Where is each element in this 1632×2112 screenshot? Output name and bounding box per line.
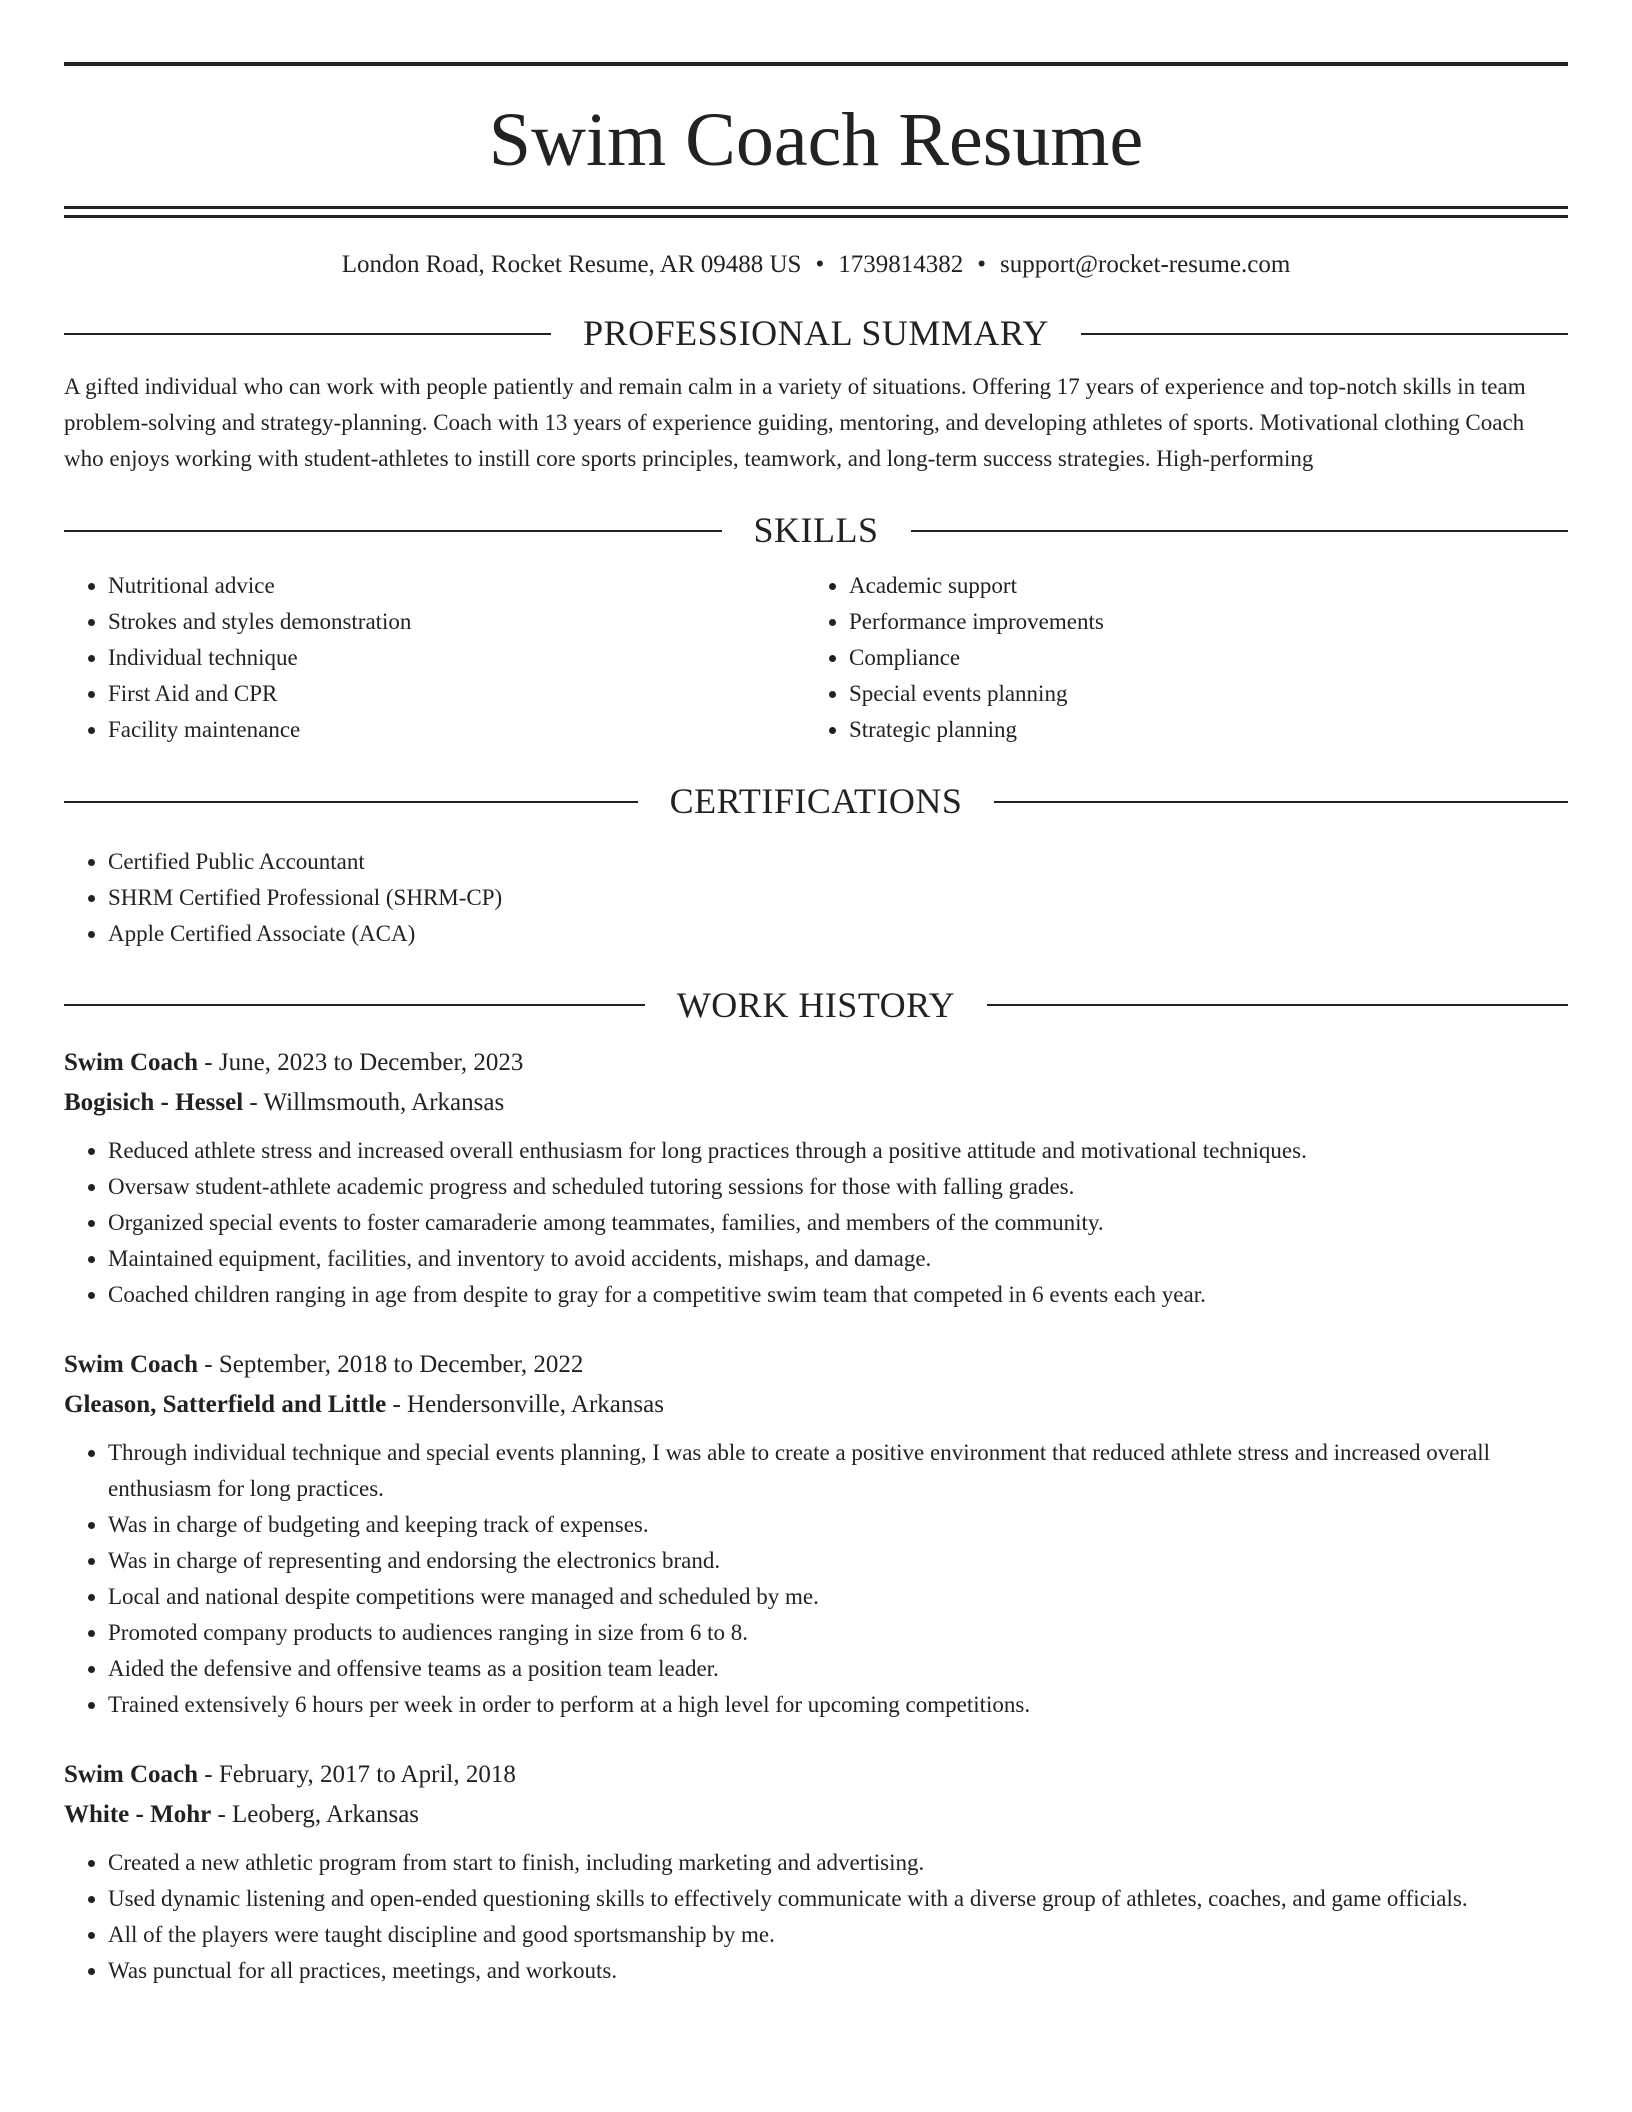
job-bullet: • Used dynamic listening and open-ended questioning skills to effectively communicate with a diverse group of athletes, coaches, and game officials. (108, 1881, 1568, 1917)
job-bullet: • Was in charge of budgeting and keeping track of expenses. (108, 1507, 1568, 1543)
job-company-line (64, 1083, 1568, 1123)
skill-item: • Compliance (849, 640, 1546, 676)
job-title-line (64, 1755, 1568, 1795)
job-bullet: • Promoted company products to audiences ranging in size from 6 to 8. (108, 1615, 1568, 1651)
job-company: Bogisich - Hessel (64, 1088, 244, 1116)
skill-item: • Performance improvements (849, 604, 1546, 640)
job-title-line (64, 1043, 1568, 1083)
certifications-heading (64, 780, 1568, 823)
job-dates: - September, 2018 to December, 2022 (198, 1350, 584, 1378)
job-bullet: • Organized special events to foster camaraderie among teammates, families, and members of the community. (108, 1205, 1568, 1241)
summary-heading-label: PROFESSIONAL SUMMARY (583, 313, 1049, 353)
job-company: White - Mohr (64, 1800, 212, 1828)
job-bullet: • Was in charge of representing and endorsing the electronics brand. (108, 1543, 1568, 1579)
skill-item: • Individual technique (108, 640, 805, 676)
heading-rule-right (994, 801, 1568, 803)
certifications-list (64, 844, 1568, 952)
job-company-line (64, 1795, 1568, 1835)
job-bullet: • Created a new athletic program from start to finish, including marketing and advertising. (108, 1845, 1568, 1881)
summary-text: A gifted individual who can work with people patiently and remain calm in a variety of situations. Offering 17 years of experience and top-notch skills in team problem-solving and strategy-planning. Coach with 13 years of experience guiding, mentoring, and developing athletes of sports. Motivational clothing Coach who enjoys working with student-athletes to instill core sports principles, teamwork, and long-term success strategies. High-performing (64, 374, 1526, 472)
skill-item: • Nutritional advice (108, 568, 805, 604)
contact-phone: 1739814382 (838, 251, 964, 278)
heading-rule-left (64, 530, 722, 532)
heading-rule-right (1081, 333, 1568, 335)
skill-item: • First Aid and CPR (108, 676, 805, 712)
skills-column-left (64, 568, 805, 748)
certifications-heading-label: CERTIFICATIONS (669, 781, 963, 822)
job-bullet: • Was punctual for all practices, meetings, and workouts. (108, 1953, 1568, 1989)
contact-email: support@rocket-resume.com (999, 251, 1291, 278)
job-bullet: • Maintained equipment, facilities, and inventory to avoid accidents, mishaps, and damage. (108, 1241, 1568, 1277)
resume-title: Swim Coach Resume (488, 98, 1144, 182)
job-company: Gleason, Satterfield and Little (64, 1390, 387, 1418)
job-company-line (64, 1385, 1568, 1425)
heading-rule-left (64, 1004, 645, 1006)
heading-rule-left (64, 333, 551, 335)
job-entry (64, 1043, 1568, 1313)
top-rule (64, 62, 1568, 66)
job-bullets (64, 1845, 1568, 1989)
skills-heading-label: SKILLS (753, 510, 879, 551)
job-title: Swim Coach (64, 1350, 199, 1378)
job-bullets (64, 1435, 1568, 1723)
contact-address: London Road, Rocket Resume, AR 09488 US (341, 251, 802, 278)
skill-item: • Facility maintenance (108, 712, 805, 748)
work-history-heading-label: WORK HISTORY (676, 984, 956, 1025)
certification-item: • Certified Public Accountant (108, 844, 1568, 880)
work-history-heading (64, 984, 1568, 1027)
job-bullet: • Coached children ranging in age from despite to gray for a competitive swim team that competed in 6 events each year. (108, 1277, 1568, 1313)
heading-rule-right (987, 1004, 1568, 1006)
summary-heading (64, 312, 1568, 355)
contact-line (64, 250, 1568, 280)
job-bullet: • Local and national despite competitions were managed and scheduled by me. (108, 1579, 1568, 1615)
job-location: - Hendersonville, Arkansas (386, 1390, 664, 1418)
skills-heading (64, 509, 1568, 552)
contact-separator: • (977, 251, 986, 278)
certification-item: • SHRM Certified Professional (SHRM-CP) (108, 880, 1568, 916)
work-history-list (64, 1043, 1568, 1989)
title-double-rule (64, 206, 1568, 218)
job-bullet: • Oversaw student-athlete academic progress and scheduled tutoring sessions for those with falling grades. (108, 1169, 1568, 1205)
job-bullets (64, 1133, 1568, 1313)
job-entry (64, 1755, 1568, 1989)
heading-rule-left (64, 801, 638, 803)
skill-item: • Special events planning (849, 676, 1546, 712)
job-bullet: • Through individual technique and special events planning, I was able to create a positive environment that reduced athlete stress and increased overall enthusiasm for long practices. (108, 1435, 1568, 1507)
job-title-line (64, 1345, 1568, 1385)
contact-separator: • (815, 251, 825, 278)
job-location: - Willmsmouth, Arkansas (243, 1088, 505, 1116)
skill-item: • Strokes and styles demonstration (108, 604, 805, 640)
job-location: - Leoberg, Arkansas (211, 1800, 420, 1828)
job-title: Swim Coach (64, 1048, 199, 1076)
skill-item: • Academic support (849, 568, 1546, 604)
skills-list (64, 568, 1568, 748)
job-entry (64, 1345, 1568, 1723)
skills-column-right (805, 568, 1546, 748)
job-dates: - June, 2023 to December, 2023 (198, 1048, 524, 1076)
job-bullet: • Aided the defensive and offensive teams as a position team leader. (108, 1651, 1568, 1687)
certification-item: • Apple Certified Associate (ACA) (108, 916, 1568, 952)
job-bullet: • Reduced athlete stress and increased overall enthusiasm for long practices through a positive attitude and motivational techniques. (108, 1133, 1568, 1169)
job-bullet: • Trained extensively 6 hours per week in order to perform at a high level for upcoming competitions. (108, 1687, 1568, 1723)
heading-rule-right (911, 530, 1569, 532)
skill-item: • Strategic planning (849, 712, 1546, 748)
job-dates: - February, 2017 to April, 2018 (198, 1760, 516, 1788)
job-title: Swim Coach (64, 1760, 199, 1788)
job-bullet: • All of the players were taught discipline and good sportsmanship by me. (108, 1917, 1568, 1953)
